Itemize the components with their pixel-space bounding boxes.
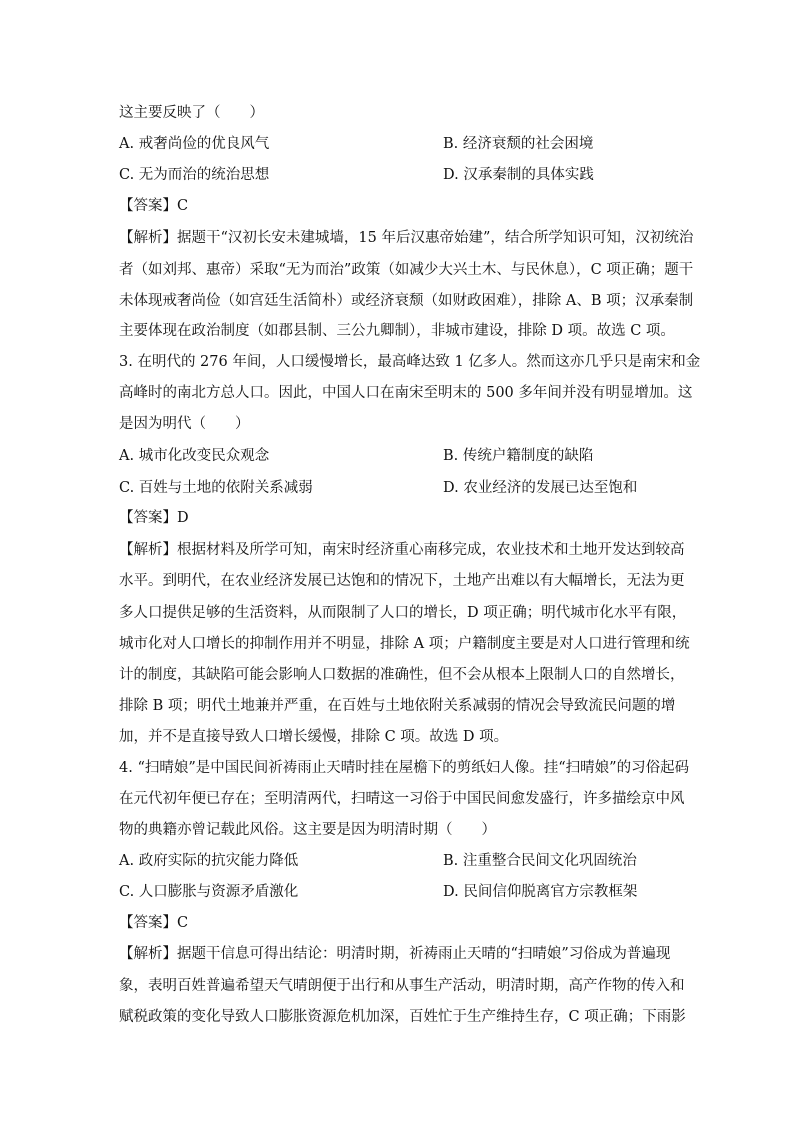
q3-answer: 【答案】D — [119, 510, 189, 526]
q3-option-c: C. 百姓与土地的依附关系减弱 — [119, 480, 313, 496]
q3-analysis-line: 【解析】根据材料及所学可知，南宋时经济重心南移完成，农业技术和土地开发达到较高 — [119, 542, 685, 558]
q2-analysis-line: 者（如刘邦、惠帝）采取“无为而治”政策（如减少大兴土木、与民休息），C 项正确；题干 — [119, 262, 694, 278]
q3-analysis-line: 加，并不是直接导致人口增长缓慢，排除 C 项。故选 D 项。 — [119, 729, 509, 745]
q4-option-c: C. 人口膨胀与资源矛盾激化 — [119, 884, 299, 900]
q4-analysis-line: 赋税政策的变化导致人口膨胀资源危机加深，百姓忙于生产维持生存，C 项正确；下雨影 — [119, 1009, 686, 1025]
q3-analysis-line: 城市化对人口增长的抑制作用并不明显，排除 A 项；户籍制度主要是对人口进行管理和统 — [119, 636, 690, 652]
q2-analysis-line: 未体现戒奢尚俭（如宫廷生活简朴）或经济衰颓（如财政困难），排除 A、B 项；汉承秦制 — [119, 293, 694, 309]
q3-option-b: B. 传统户籍制度的缺陷 — [443, 448, 594, 464]
q4-option-a: A. 政府实际的抗灾能力降低 — [119, 853, 299, 869]
q3-analysis-line: 水平。到明代，在农业经济发展已达饱和的情况下，土地产出难以有大幅增长，无法为更 — [119, 573, 685, 589]
q2-option-d: D. 汉承秦制的具体实践 — [443, 167, 594, 183]
q3-stem-line: 高峰时的南北方总人口。因此，中国人口在南宋至明末的 500 多年间并没有明显增加。这 — [119, 385, 693, 401]
q3-stem-line: 3. 在明代的 276 年间，人口缓慢增长，最高峰达致 1 亿多人。然而这亦几乎只是南宋和金 — [119, 354, 701, 370]
q2-option-b: B. 经济衰颓的社会困境 — [443, 136, 594, 152]
q2-analysis-line: 【解析】据题干“汉初长安未建城墙，15 年后汉惠帝始建”，结合所学知识可知，汉初统治 — [119, 230, 694, 246]
q4-stem-line: 在元代初年便已存在；至明清两代，扫晴这一习俗于中国民间愈发盛行，许多描绘京中风 — [119, 791, 685, 807]
q3-stem-line: 是因为明代（ ） — [119, 416, 250, 432]
q3-analysis-line: 多人口提供足够的生活资料，从而限制了人口的增长，D 项正确；明代城市化水平有限， — [119, 605, 687, 621]
q2-option-a: A. 戒奢尚俭的优良风气 — [119, 136, 270, 152]
q4-analysis-line: 象，表明百姓普遍希望天气晴朗便于出行和从事生产活动，明清时期，高产作物的传入和 — [119, 978, 685, 994]
q4-option-d: D. 民间信仰脱离官方宗教框架 — [443, 884, 638, 900]
q3-analysis-line: 计的制度，其缺陷可能会影响人口数据的准确性，但不会从根本上限制人口的自然增长， — [119, 667, 685, 683]
q2-analysis-line: 主要体现在政治制度（如郡县制、三公九卿制），非城市建设，排除 D 项。故选 C 项。 — [119, 323, 675, 339]
q2-answer: 【答案】C — [119, 198, 189, 214]
q4-stem-line: 4. “扫晴娘”是中国民间祈祷雨止天晴时挂在屋檐下的剪纸妇人像。挂“扫晴娘”的习俗起码 — [119, 760, 690, 776]
q4-stem-line: 物的典籍亦曾记载此风俗。这主要是因为明清时期（ ） — [119, 822, 496, 838]
q4-answer: 【答案】C — [119, 915, 189, 931]
q4-option-b: B. 注重整合民间文化巩固统治 — [443, 853, 637, 869]
q4-analysis-line: 【解析】据题干信息可得出结论：明清时期，祈祷雨止天晴的“扫晴娘”习俗成为普遍现 — [119, 946, 671, 962]
q3-option-a: A. 城市化改变民众观念 — [119, 448, 270, 464]
q2-stem-tail: 这主要反映了（ ） — [119, 105, 264, 121]
q3-analysis-line: 排除 B 项；明代土地兼并严重，在百姓与土地依附关系减弱的情况会导致流民问题的增 — [119, 698, 676, 714]
q3-option-d: D. 农业经济的发展已达至饱和 — [443, 480, 638, 496]
q2-option-c: C. 无为而治的统治思想 — [119, 167, 270, 183]
